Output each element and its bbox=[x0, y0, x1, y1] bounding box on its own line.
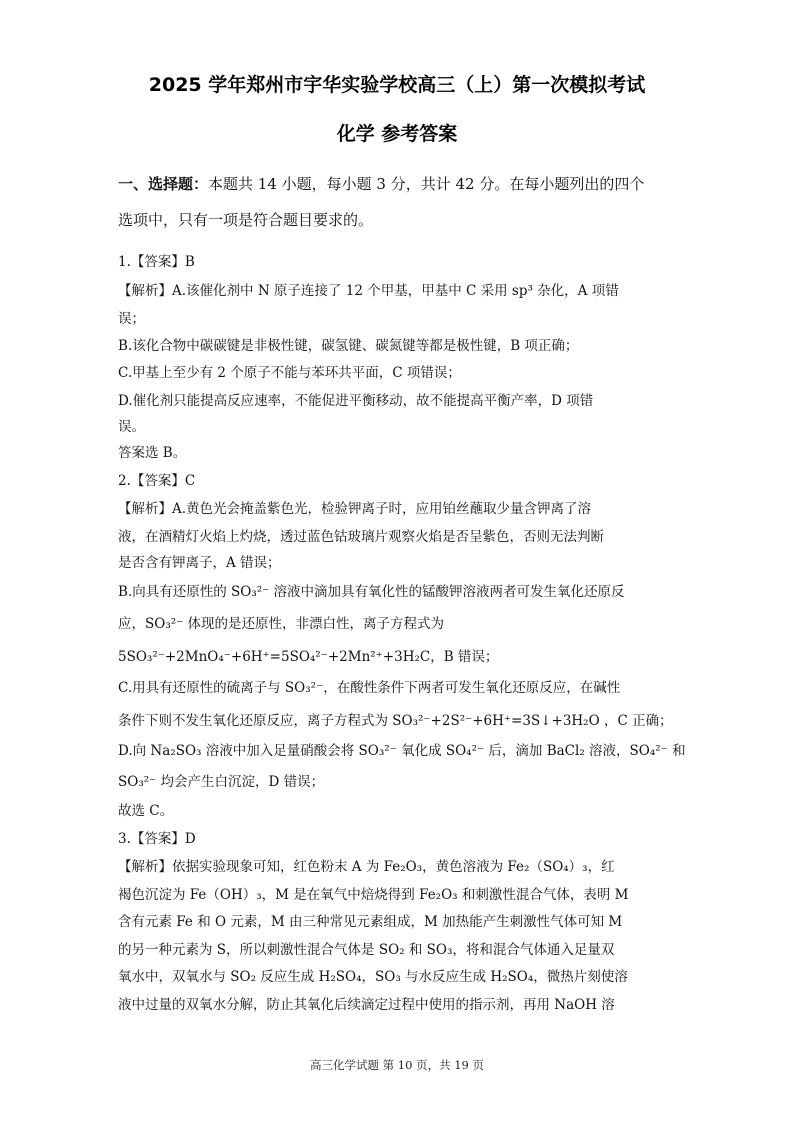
q2-line: 条件下则不发生氧化还原反应，离子方程式为 SO₃²⁻+2S²⁻+6H⁺=3S↓+3H₂O ，C 正确； bbox=[118, 713, 673, 729]
q1-line: D.催化剂只能提高反应速率，不能促进平衡移动，故不能提高平衡产率，D 项错 bbox=[118, 393, 594, 409]
q3-line: 褐色沉淀为 Fe（OH）₃，M 是在氧气中焙烧得到 Fe₂O₃ 和刺激性混合气体，表明 M bbox=[118, 887, 629, 903]
page-title: 2025 学年郑州市宇华实验学校高三（上）第一次模拟考试 bbox=[148, 74, 646, 96]
section-label: 一、选择题： bbox=[118, 175, 209, 193]
section-heading bbox=[118, 166, 678, 202]
q3-line: 的另一种元素为 S，所以刺激性混合气体是 SO₂ 和 SO₃，将和混合气体通入足量双 bbox=[118, 942, 615, 958]
q3-line: 液中过量的双氧水分解，防止其氧化后续滴定过程中使用的指示剂，再用 NaOH 溶 bbox=[118, 997, 615, 1013]
section-desc-line1: 本题共 14 小题，每小题 3 分，共计 42 分。在每小题列出的四个 bbox=[208, 175, 645, 193]
page-footer: 高三化学试题 第 10 页，共 19 页 bbox=[309, 1058, 485, 1072]
q2-line: B.向具有还原性的 SO₃²⁻ 溶液中滴加具有氧化性的锰酸钾溶液两者可发生氧化还原反 bbox=[118, 584, 625, 600]
q2-line: 是否含有钾离子，A 错误； bbox=[118, 555, 281, 571]
q2-line: D.向 Na₂SO₃ 溶液中加入足量硝酸会将 SO₃²⁻ 氧化成 SO₄²⁻ 后，滴加 BaCl₂ 溶液，SO₄²⁻ 和 bbox=[118, 743, 686, 759]
q2-line: C.用具有还原性的硫离子与 SO₃²⁻，在酸性条件下两者可发生氧化还原反应，在碱性 bbox=[118, 680, 621, 696]
q3-line: 【解析】依据实验现象可知，红色粉末 A 为 Fe₂O₃，黄色溶液为 Fe₂（SO₄）₃，红 bbox=[118, 859, 615, 875]
q2-line: SO₃²⁻ 均会产生白沉淀，D 错误； bbox=[118, 774, 325, 790]
q1-line: 误； bbox=[118, 311, 145, 327]
q2-line: 【解析】A.黄色光会掩盖紫色光，检验钾离子时，应用铂丝蘸取少量含钾离了溶 bbox=[118, 501, 592, 517]
q1-line: C.甲基上至少有 2 个原子不能与苯环共平面，C 项错误； bbox=[118, 365, 461, 381]
section-desc-line2: 选项中，只有一项是符合题目要求的。 bbox=[118, 211, 374, 229]
q1-line: 误。 bbox=[118, 419, 145, 435]
q2-answer: 2.【答案】C bbox=[118, 473, 196, 489]
q1-line: 答案选 B。 bbox=[118, 445, 187, 461]
q1-answer: 1.【答案】B bbox=[118, 254, 195, 270]
q2-line: 故选 C。 bbox=[118, 803, 174, 819]
q3-line: 氧水中，双氧水与 SO₂ 反应生成 H₂SO₄，SO₃ 与水反应生成 H₂SO₄，微热片刻使溶 bbox=[118, 969, 628, 985]
q1-line: 【解析】A.该催化剂中 N 原子连接了 12 个甲基，甲基中 C 采用 sp³ 杂化，A 项错 bbox=[118, 283, 619, 299]
q2-line: 液，在酒精灯火焰上灼烧，透过蓝色钴玻璃片观察火焰是否呈紫色，否则无法判断 bbox=[118, 529, 604, 545]
q2-line: 应，SO₃²⁻ 体现的是还原性，非漂白性，离子方程式为 bbox=[118, 616, 445, 632]
q1-line: B.该化合物中碳碳键是非极性键，碳氢键、碳氮键等都是极性键，B 项正确； bbox=[118, 338, 579, 354]
q3-answer: 3.【答案】D bbox=[118, 831, 196, 847]
q3-line: 含有元素 Fe 和 O 元素，M 由三种常见元素组成，M 加热能产生刺激性气体可知 M bbox=[118, 914, 623, 930]
page-subtitle: 化学 参考答案 bbox=[336, 123, 458, 145]
q2-equation: 5SO₃²⁻+2MnO₄⁻+6H⁺=5SO₄²⁻+2Mn²⁺+3H₂C，B 错误； bbox=[118, 649, 499, 665]
